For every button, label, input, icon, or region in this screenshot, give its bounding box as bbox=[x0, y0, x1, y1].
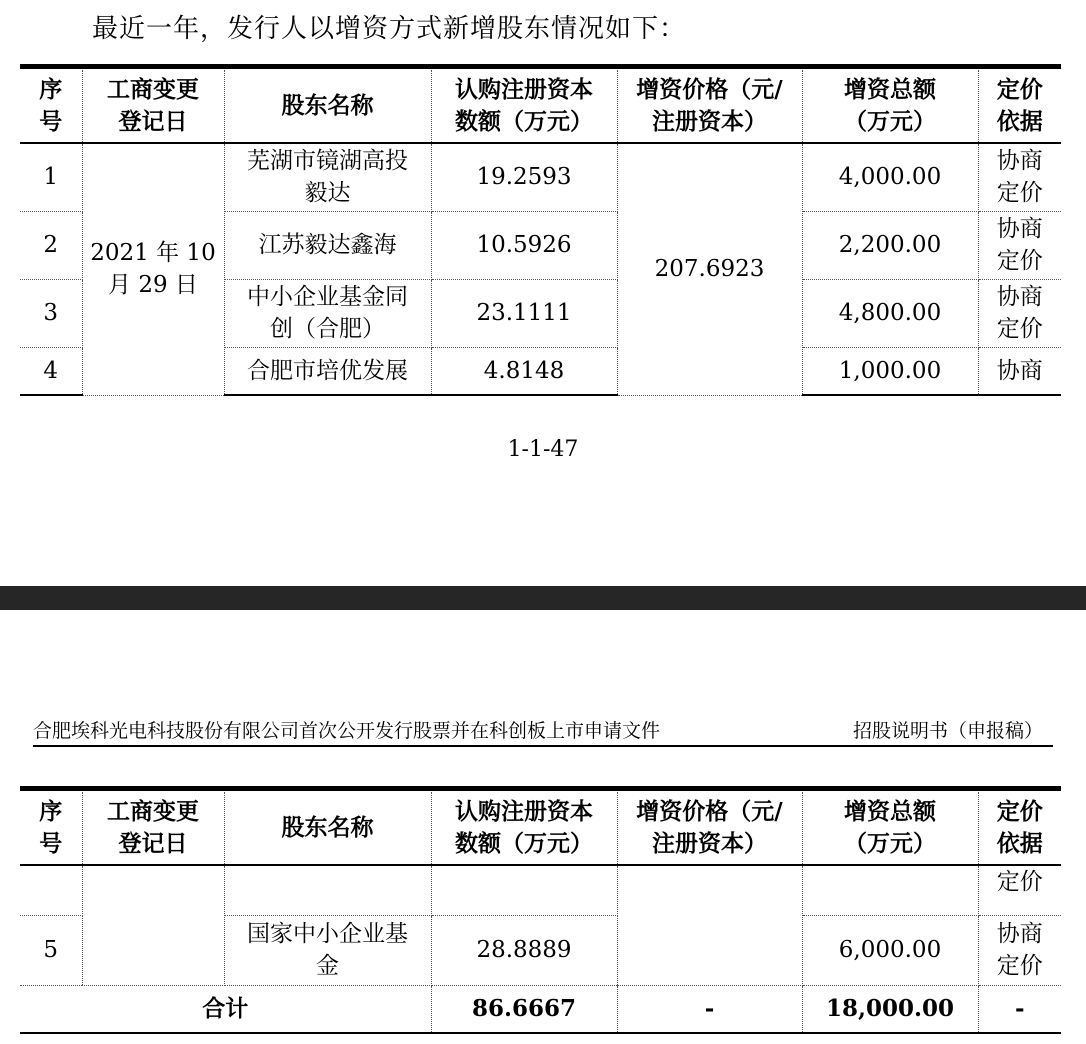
col-basis-header: 定价 依据 bbox=[978, 792, 1061, 865]
intro-text: 最近一年，发行人以增资方式新增股东情况如下： bbox=[92, 14, 687, 44]
seq-cell bbox=[20, 865, 82, 915]
seq-cell: 3 bbox=[20, 279, 82, 347]
col-name-header: 股东名称 bbox=[224, 792, 431, 865]
amount-cell: 10.5926 bbox=[431, 211, 617, 279]
page-header bbox=[33, 716, 1053, 747]
table-row bbox=[20, 143, 1061, 211]
name-cell: 江苏毅达鑫海 bbox=[224, 211, 431, 279]
page-number: 1-1-47 bbox=[507, 437, 579, 462]
basis-cell: 协商 定价 bbox=[978, 279, 1061, 347]
col-amount-header: 认购注册资本 数额（万元） bbox=[431, 792, 617, 865]
basis-cell: 协商 定价 bbox=[978, 915, 1061, 985]
total-cell: 1,000.00 bbox=[802, 347, 978, 395]
col-basis-header: 定价 依据 bbox=[978, 70, 1061, 143]
amount-cell: 19.2593 bbox=[431, 143, 617, 211]
name-cell: 合肥市培优发展 bbox=[224, 347, 431, 395]
basis-cell: 协商 定价 bbox=[978, 143, 1061, 211]
total-price: - bbox=[617, 985, 802, 1033]
seq-cell: 1 bbox=[20, 143, 82, 211]
page-header-left: 合肥埃科光电科技股份有限公司首次公开发行股票并在科创板上市申请文件 bbox=[33, 720, 661, 742]
seq-cell: 2 bbox=[20, 211, 82, 279]
total-cell: 6,000.00 bbox=[802, 915, 978, 985]
col-total-header: 增资总额 （万元） bbox=[802, 792, 978, 865]
table-row bbox=[20, 865, 1061, 915]
seq-cell: 4 bbox=[20, 347, 82, 395]
col-amount-header: 认购注册资本 数额（万元） bbox=[431, 70, 617, 143]
total-sum: 18,000.00 bbox=[802, 985, 978, 1033]
table-header-row bbox=[20, 70, 1061, 143]
total-basis: - bbox=[978, 985, 1061, 1033]
col-name-header: 股东名称 bbox=[224, 70, 431, 143]
total-amount: 86.6667 bbox=[431, 985, 617, 1033]
total-cell bbox=[802, 865, 978, 915]
seq-cell: 5 bbox=[20, 915, 82, 985]
total-cell: 4,000.00 bbox=[802, 143, 978, 211]
shareholder-table-1 bbox=[20, 70, 1061, 396]
date-cell bbox=[82, 865, 224, 985]
amount-cell: 28.8889 bbox=[431, 915, 617, 985]
name-cell: 中小企业基金同 创（合肥） bbox=[224, 279, 431, 347]
name-cell bbox=[224, 865, 431, 915]
col-seq-header: 序 号 bbox=[20, 70, 82, 143]
price-cell bbox=[617, 865, 802, 985]
amount-cell bbox=[431, 865, 617, 915]
col-date-header: 工商变更 登记日 bbox=[82, 70, 224, 143]
basis-cell: 定价 bbox=[978, 865, 1061, 915]
col-price-header: 增资价格（元/ 注册资本） bbox=[617, 792, 802, 865]
col-date-header: 工商变更 登记日 bbox=[82, 792, 224, 865]
total-row bbox=[20, 985, 1061, 1033]
amount-cell: 4.8148 bbox=[431, 347, 617, 395]
basis-cell: 协商 定价 bbox=[978, 211, 1061, 279]
basis-cell: 协商 bbox=[978, 347, 1061, 395]
table-top-rule bbox=[20, 64, 1061, 69]
col-total-header: 增资总额 （万元） bbox=[802, 70, 978, 143]
col-price-header: 增资价格（元/ 注册资本） bbox=[617, 70, 802, 143]
total-cell: 2,200.00 bbox=[802, 211, 978, 279]
amount-cell: 23.1111 bbox=[431, 279, 617, 347]
table-header-row bbox=[20, 792, 1061, 865]
total-label: 合计 bbox=[20, 985, 431, 1033]
name-cell: 芜湖市镜湖高投 毅达 bbox=[224, 143, 431, 211]
price-cell: 207.6923 bbox=[617, 143, 802, 395]
total-cell: 4,800.00 bbox=[802, 279, 978, 347]
page-header-right: 招股说明书（申报稿） bbox=[852, 720, 1043, 742]
name-cell: 国家中小企业基 金 bbox=[224, 915, 431, 985]
page-separator-band bbox=[0, 586, 1086, 610]
col-seq-header: 序 号 bbox=[20, 792, 82, 865]
date-cell: 2021 年 10 月 29 日 bbox=[82, 143, 224, 395]
table-top-rule bbox=[20, 786, 1061, 791]
shareholder-table-2 bbox=[20, 792, 1061, 1034]
